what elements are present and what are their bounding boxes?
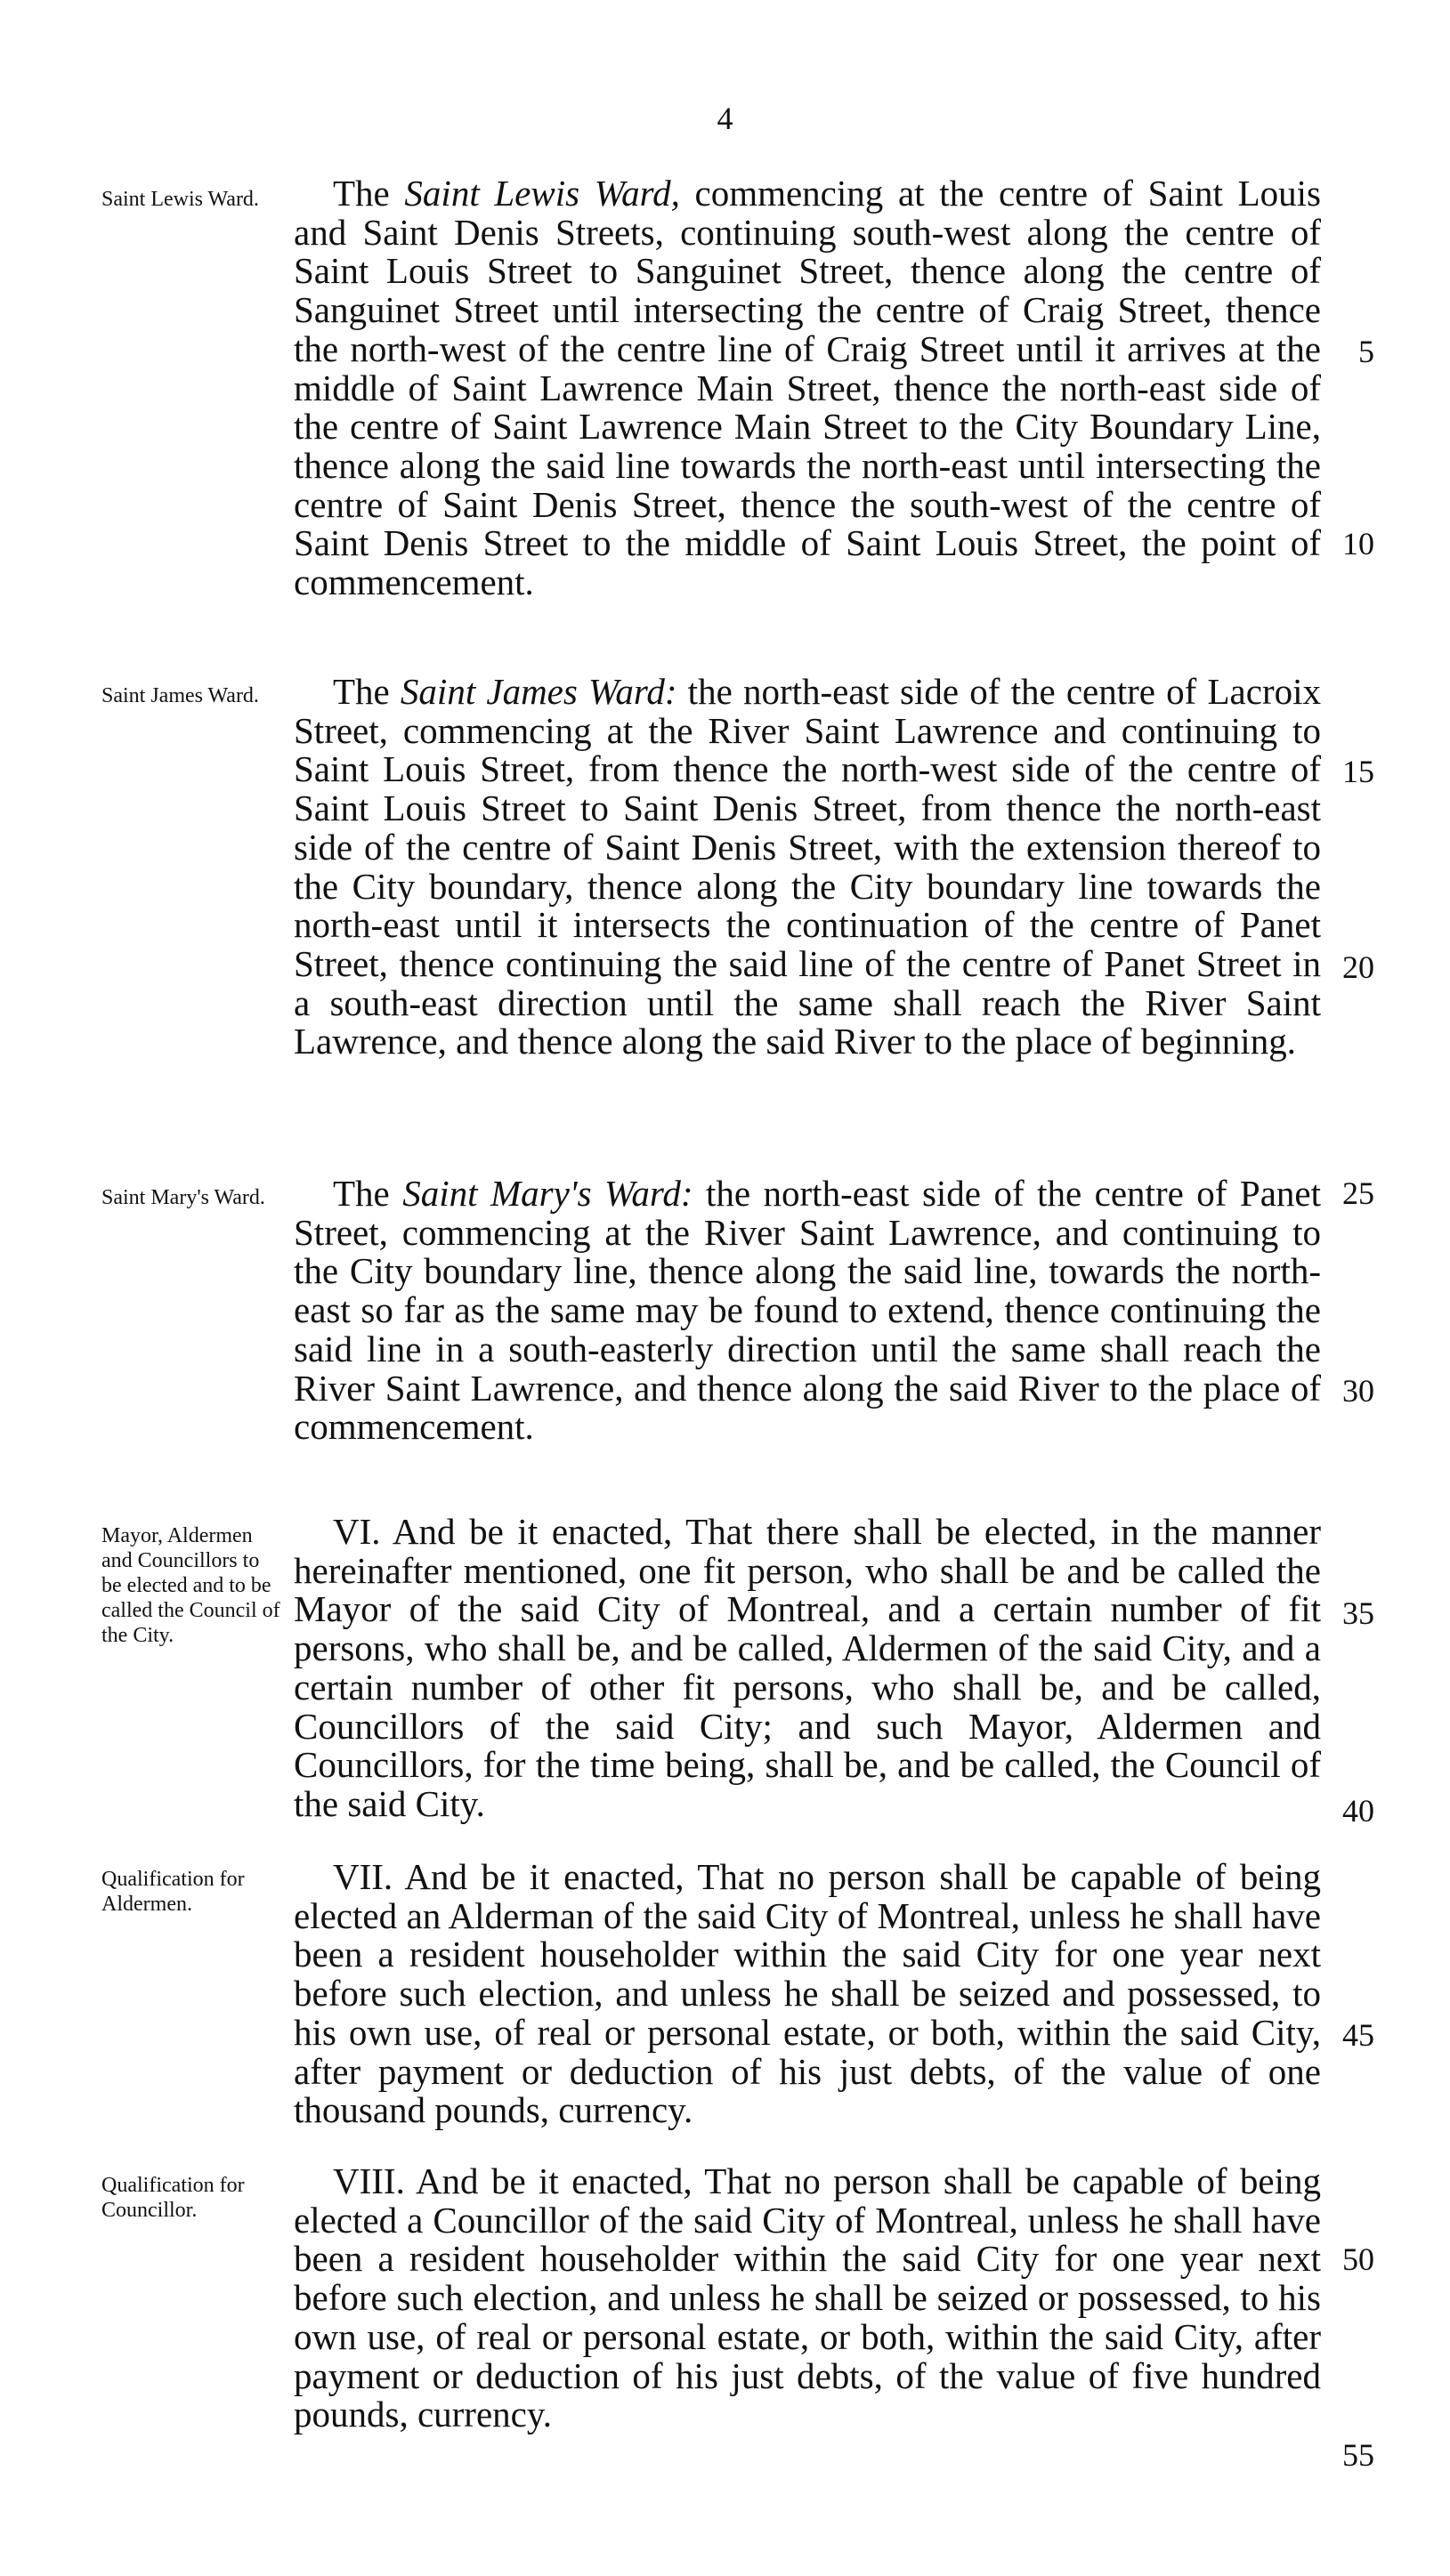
paragraph-intro: The xyxy=(333,671,401,712)
line-number: 35 xyxy=(1342,1595,1374,1631)
margin-note: Qualification for Councillor. xyxy=(101,2174,245,2222)
line-number: 25 xyxy=(1342,1175,1374,1211)
line-number: 20 xyxy=(1342,949,1374,985)
margin-note: Qualification for Aldermen. xyxy=(101,1868,245,1916)
line-number: 55 xyxy=(1342,2437,1374,2473)
paragraph-intro: The xyxy=(333,173,405,214)
paragraph-text: the north-east side of the centre of Lacroix Street, commencing at the River Saint Lawrence and continuing to Saint Louis Street, from thence the north-west side of the centre of Saint Louis Street to Saint Denis Street, from thence the north-east side of the centre of Saint Denis Street, with the extension thereof to the City boundary, thence along the City boundary line towards the north-east until it intersects the continuation of the centre of Panet Street, thence continuing the said line of the centre of Panet Street in a south-east direction until the same shall reach the River Saint Lawrence, and thence along the said River to the place of beginning. xyxy=(294,671,1321,1062)
ward-name: Saint Mary's Ward: xyxy=(402,1173,693,1214)
margin-note: Saint Mary's Ward. xyxy=(101,1186,265,1209)
paragraph-text: the north-east side of the centre of Panet Street, commencing at the River Saint Lawrence, and continuing to the City boundary line, thence along the said line, towards the north-east so far as the same may be found to extend, thence continuing the said line in a south-easterly direction until the same shall reach the River Saint Lawrence, and thence along the said River to the place of commencement. xyxy=(294,1173,1321,1448)
paragraph xyxy=(294,673,1321,1062)
paragraph-text: VIII. And be it enacted, That no person shall be capable of being elected a Councillor of the said City of Montreal, unless he shall have been a resident householder within the said City for one year next before such election, and unless he shall be seized or possessed, to his own use, of real or personal estate, or both, within the said City, after payment or deduction of his just debts, of the value of five hundred pounds, currency. xyxy=(294,2160,1321,2435)
line-number: 30 xyxy=(1342,1373,1374,1409)
margin-note: Mayor, Aldermen and Councillors to be elected and to be called the Council of the City. xyxy=(101,1524,280,1647)
paragraph-text: commencing at the centre of Saint Louis and Saint Denis Streets, continuing south-west along the centre of Saint Louis Street to Sanguinet Street, thence along the centre of Sanguinet Street until intersecting the centre of Craig Street, thence the north-west of the centre line of Craig Street until it arrives at the middle of Saint Lawrence Main Street, thence the north-east side of the centre of Saint Lawrence Main Street to the City Boundary Line, thence along the said line towards the north-east until intersecting the centre of Saint Denis Street, thence the south-west of the centre of Saint Denis Street to the middle of Saint Louis Street, the point of commencement. xyxy=(294,173,1321,603)
margin-note: Saint Lewis Ward. xyxy=(101,188,259,211)
paragraph xyxy=(294,1175,1321,1447)
paragraph xyxy=(294,1513,1321,1824)
ward-name: Saint James Ward: xyxy=(400,671,677,712)
paragraph-text: VII. And be it enacted, That no person shall be capable of being elected an Alderman of the said City of Montreal, unless he shall have been a resident householder within the said City for one year next before such election, and unless he shall be seized and possessed, to his own use, of real or personal estate, or both, within the said City, after payment or deduction of his just debts, of the value of one thousand pounds, currency. xyxy=(294,1856,1321,2131)
line-number: 15 xyxy=(1342,754,1374,789)
paragraph xyxy=(294,2162,1321,2435)
line-number: 10 xyxy=(1342,526,1374,561)
ward-name: Saint Lewis Ward, xyxy=(404,173,680,214)
page-number: 4 xyxy=(717,101,733,136)
line-number: 45 xyxy=(1342,2017,1374,2053)
margin-note: Saint James Ward. xyxy=(101,684,259,707)
line-number: 40 xyxy=(1342,1793,1374,1829)
paragraph-intro: The xyxy=(333,1173,403,1214)
paragraph-text: VI. And be it enacted, That there shall be elected, in the manner hereinafter mentioned, one fit person, who shall be and be called the Mayor of the said City of Montreal, and a certain number of fit persons, who shall be, and be called, Aldermen of the said City, and a certain number of other fit persons, who shall be, and be called, Councillors of the said City; and such Mayor, Aldermen and Councillors, for the time being, shall be, and be called, the Council of the said City. xyxy=(294,1511,1321,1824)
paragraph xyxy=(294,1858,1321,2130)
paragraph xyxy=(294,174,1321,602)
line-number: 5 xyxy=(1358,334,1374,369)
line-number: 50 xyxy=(1342,2241,1374,2277)
